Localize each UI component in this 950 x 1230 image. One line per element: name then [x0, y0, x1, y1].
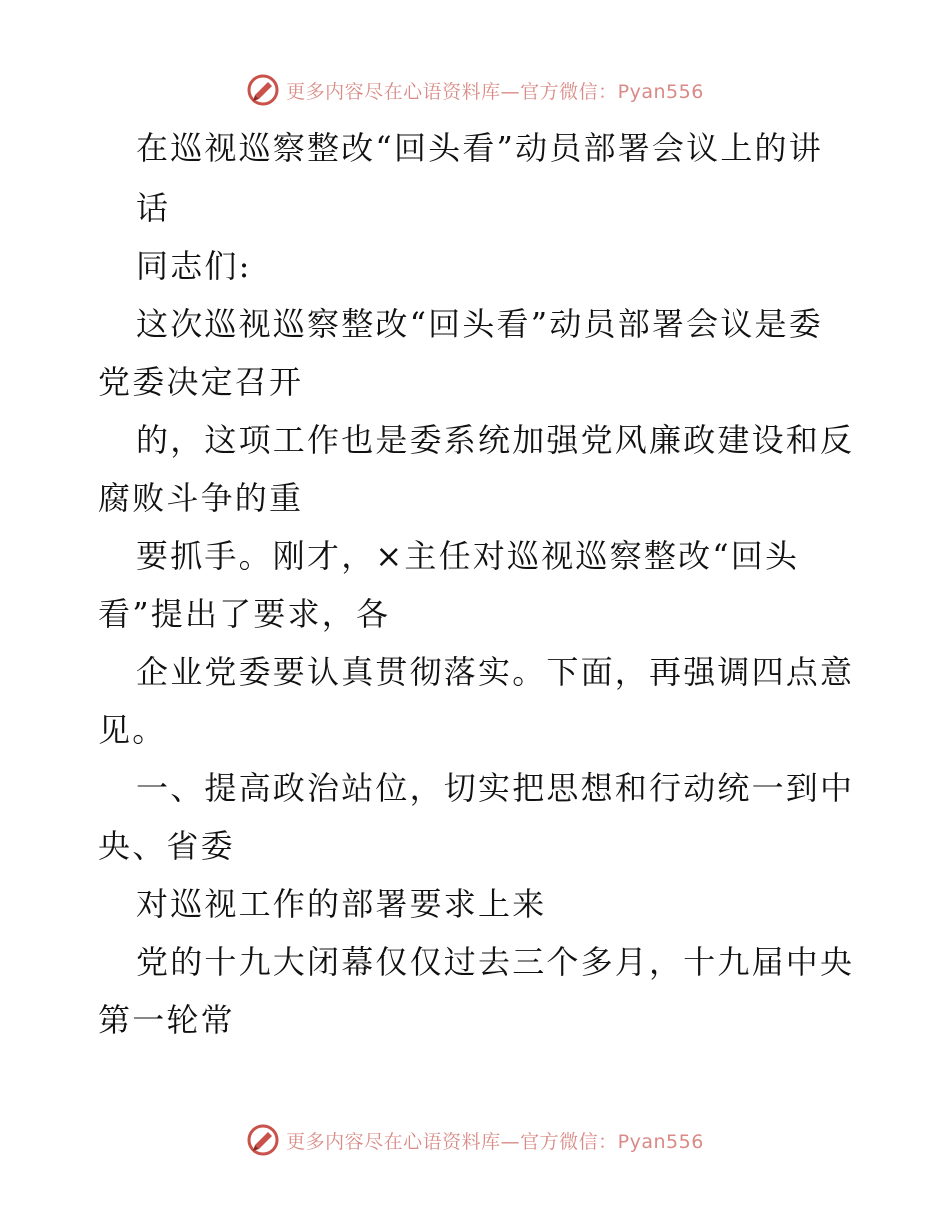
doc-line: 要抓手。刚才，×主任对巡视巡察整改“回头	[136, 537, 800, 575]
watermark-text: 更多内容尽在心语资料库—官方微信：Pyan556	[286, 1130, 704, 1153]
doc-line: 第一轮常	[98, 1001, 235, 1039]
doc-line: 话	[136, 189, 171, 227]
doc-line: 对巡视工作的部署要求上来	[136, 885, 547, 923]
doc-line: 同志们:	[136, 247, 252, 285]
footer-watermark	[0, 1120, 950, 1160]
doc-line: 见。	[98, 711, 167, 749]
doc-line: 党委决定召开	[98, 363, 304, 401]
doc-line: 党的十九大闭幕仅仅过去三个多月，十九届中央	[136, 943, 855, 981]
pen-logo-icon	[246, 1123, 280, 1157]
doc-line: 这次巡视巡察整改“回头看”动员部署会议是委	[136, 305, 823, 343]
doc-line: 一、提高政治站位，切实把思想和行动统一到中	[136, 769, 855, 807]
doc-line: 央、省委	[98, 827, 235, 865]
doc-line: 在巡视巡察整改“回头看”动员部署会议上的讲	[136, 129, 823, 167]
doc-line: 腐败斗争的重	[98, 479, 304, 517]
doc-line: 看”提出了要求，各	[98, 595, 391, 633]
doc-line: 的，这项工作也是委系统加强党风廉政建设和反	[136, 421, 855, 459]
doc-line: 企业党委要认真贯彻落实。下面，再强调四点意	[136, 653, 855, 691]
watermark-text: 更多内容尽在心语资料库—官方微信：Pyan556	[286, 80, 704, 103]
